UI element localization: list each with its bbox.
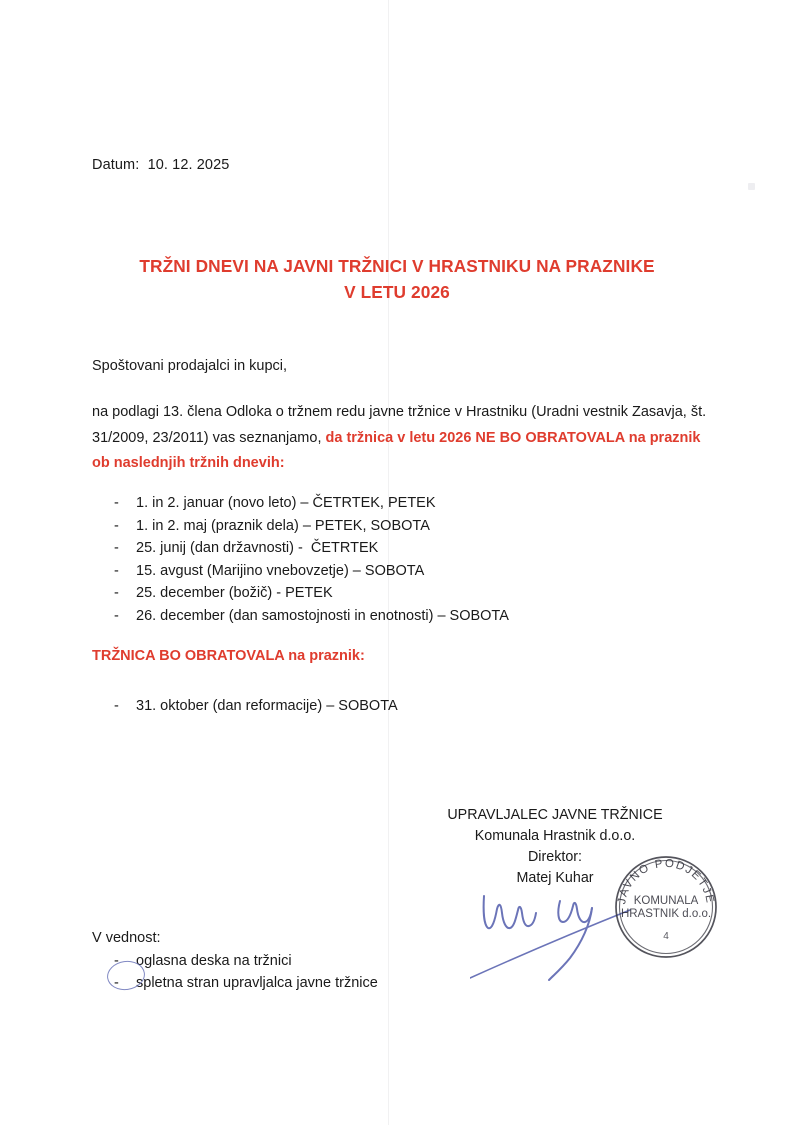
- list-item-label: 1. in 2. maj (praznik dela) – PETEK, SOBOTA: [136, 517, 430, 534]
- stamp-center-line-1: KOMUNALA: [633, 895, 699, 907]
- stamp-center-line-2: HRASTNIK d.o.o.: [620, 908, 712, 920]
- list-bullet: -: [114, 562, 119, 579]
- intro-paragraph: [92, 400, 707, 477]
- stamp-number: 4: [663, 931, 669, 942]
- intro-paragraph-highlight: da tržnica v letu 2026 NE BO OBRATOVALA na praznik ob naslednjih tržnih dnevih:: [92, 429, 701, 471]
- list-item-label: 25. junij (dan državnosti) - ČETRTEK: [136, 540, 379, 557]
- cc-title: V vednost:: [92, 930, 161, 946]
- greeting-line: Spoštovani prodajalci in kupci,: [92, 358, 288, 374]
- list-item-label: 31. oktober (dan reformacije) – SOBOTA: [136, 698, 398, 714]
- list-item-label: 26. december (dan samostojnosti in enotnosti) – SOBOTA: [136, 607, 509, 624]
- signature-name: Matej Kuhar: [516, 870, 594, 886]
- list-bullet: -: [114, 585, 119, 602]
- list-item-label: oglasna deska na tržnici: [136, 952, 292, 969]
- list-bullet: -: [114, 517, 119, 534]
- list-bullet: -: [114, 975, 119, 992]
- list-item-label: 1. in 2. januar (novo leto) – ČETRTEK, PETEK: [136, 495, 436, 511]
- list-item-label: spletna stran upravljalca javne tržnice: [136, 975, 378, 992]
- list-item: [92, 695, 652, 718]
- list-bullet: -: [114, 698, 119, 714]
- signature-org-role: UPRAVLJALEC JAVNE TRŽNICE: [447, 807, 663, 823]
- signature-company: Komunala Hrastnik d.o.o.: [474, 828, 636, 844]
- open-days-list: [92, 695, 652, 718]
- intro-paragraph-plain: na podlagi 13. člena Odloka o tržnem redu javne tržnice v Hrastniku (Uradni vestnik Zasavja, št. 31/2009, 23/2011) vas seznanjamo,: [92, 404, 707, 446]
- list-item: [92, 515, 652, 538]
- open-days-heading: TRŽNICA BO OBRATOVALA na praznik:: [92, 648, 365, 664]
- stamp-arc-text: JAVNO PODJETJE: [616, 857, 716, 906]
- page-title-line-1: TRŽNI DNEVI NA JAVNI TRŽNICI V HRASTNIKU NA PRAZNIKE: [139, 256, 655, 276]
- document-date: Datum: 10. 12. 2025: [92, 157, 230, 173]
- list-item: [92, 582, 652, 605]
- signature-title: Direktor:: [527, 849, 583, 865]
- official-stamp-seal: [611, 851, 721, 961]
- list-item: [92, 537, 652, 560]
- list-item: [92, 560, 652, 583]
- page-title: [60, 253, 734, 305]
- list-item-label: 25. december (božič) - PETEK: [136, 585, 333, 602]
- list-item-label: 15. avgust (Marijino vnebovzetje) – SOBOTA: [136, 562, 425, 579]
- list-bullet: -: [114, 952, 119, 969]
- list-bullet: -: [114, 495, 119, 511]
- page-title-line-2: V LETU 2026: [344, 282, 450, 302]
- list-item: [92, 492, 652, 515]
- list-bullet: -: [114, 540, 119, 557]
- list-bullet: -: [114, 607, 119, 624]
- scan-speck-artifact: [748, 183, 755, 190]
- closed-days-list: [92, 492, 652, 628]
- list-item: [92, 605, 652, 628]
